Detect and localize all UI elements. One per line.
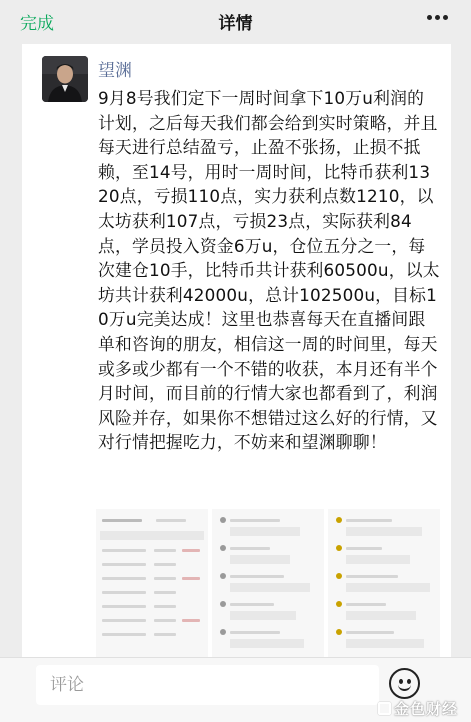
logo-icon [378,702,391,715]
post-image[interactable] [212,509,324,657]
watermark [378,698,458,719]
more-dots-icon[interactable] [427,15,449,21]
top-navbar [0,0,471,44]
post-image[interactable] [96,509,208,657]
comment-input[interactable] [36,665,379,705]
post-text: 9月8号我们定下一周时间拿下10万u利润的计划，之后每天我们都会给到实时策略，并且每天进行总结盈亏，止盈不张扬，止损不抵赖，至14号，用时一周时间，比特币获利1320点，亏损110点，实力获利点数1210，以太坊获利107点，亏损23点，实际获利84点，学员投入资金6万u，仓位五分之一，每次建仓10手，比特币共计获利60500u，以太坊共计获利42000u，总计102500u，目标10万u完美达成！这里也恭喜每天在直播间跟单和咨询的朋友，相信这一周的时间里，每天或多或少都有一个不错的收获，本月还有半个月时间，而目前的行情大家也都看到了，利润风险并存，如果你不想错过这么好的行情，又对行情把握吃力，不妨来和望渊聊聊！ [98,88,440,453]
page-title: 详情 [218,14,253,34]
watermark-text: 金色财经 [394,700,459,718]
avatar[interactable] [42,56,88,102]
smiley-icon[interactable] [389,668,420,699]
post-image[interactable] [328,509,440,657]
post-card [22,44,451,657]
done-button[interactable]: 完成 [20,14,54,34]
image-grid [96,509,441,657]
author-name[interactable]: 望渊 [98,61,132,81]
